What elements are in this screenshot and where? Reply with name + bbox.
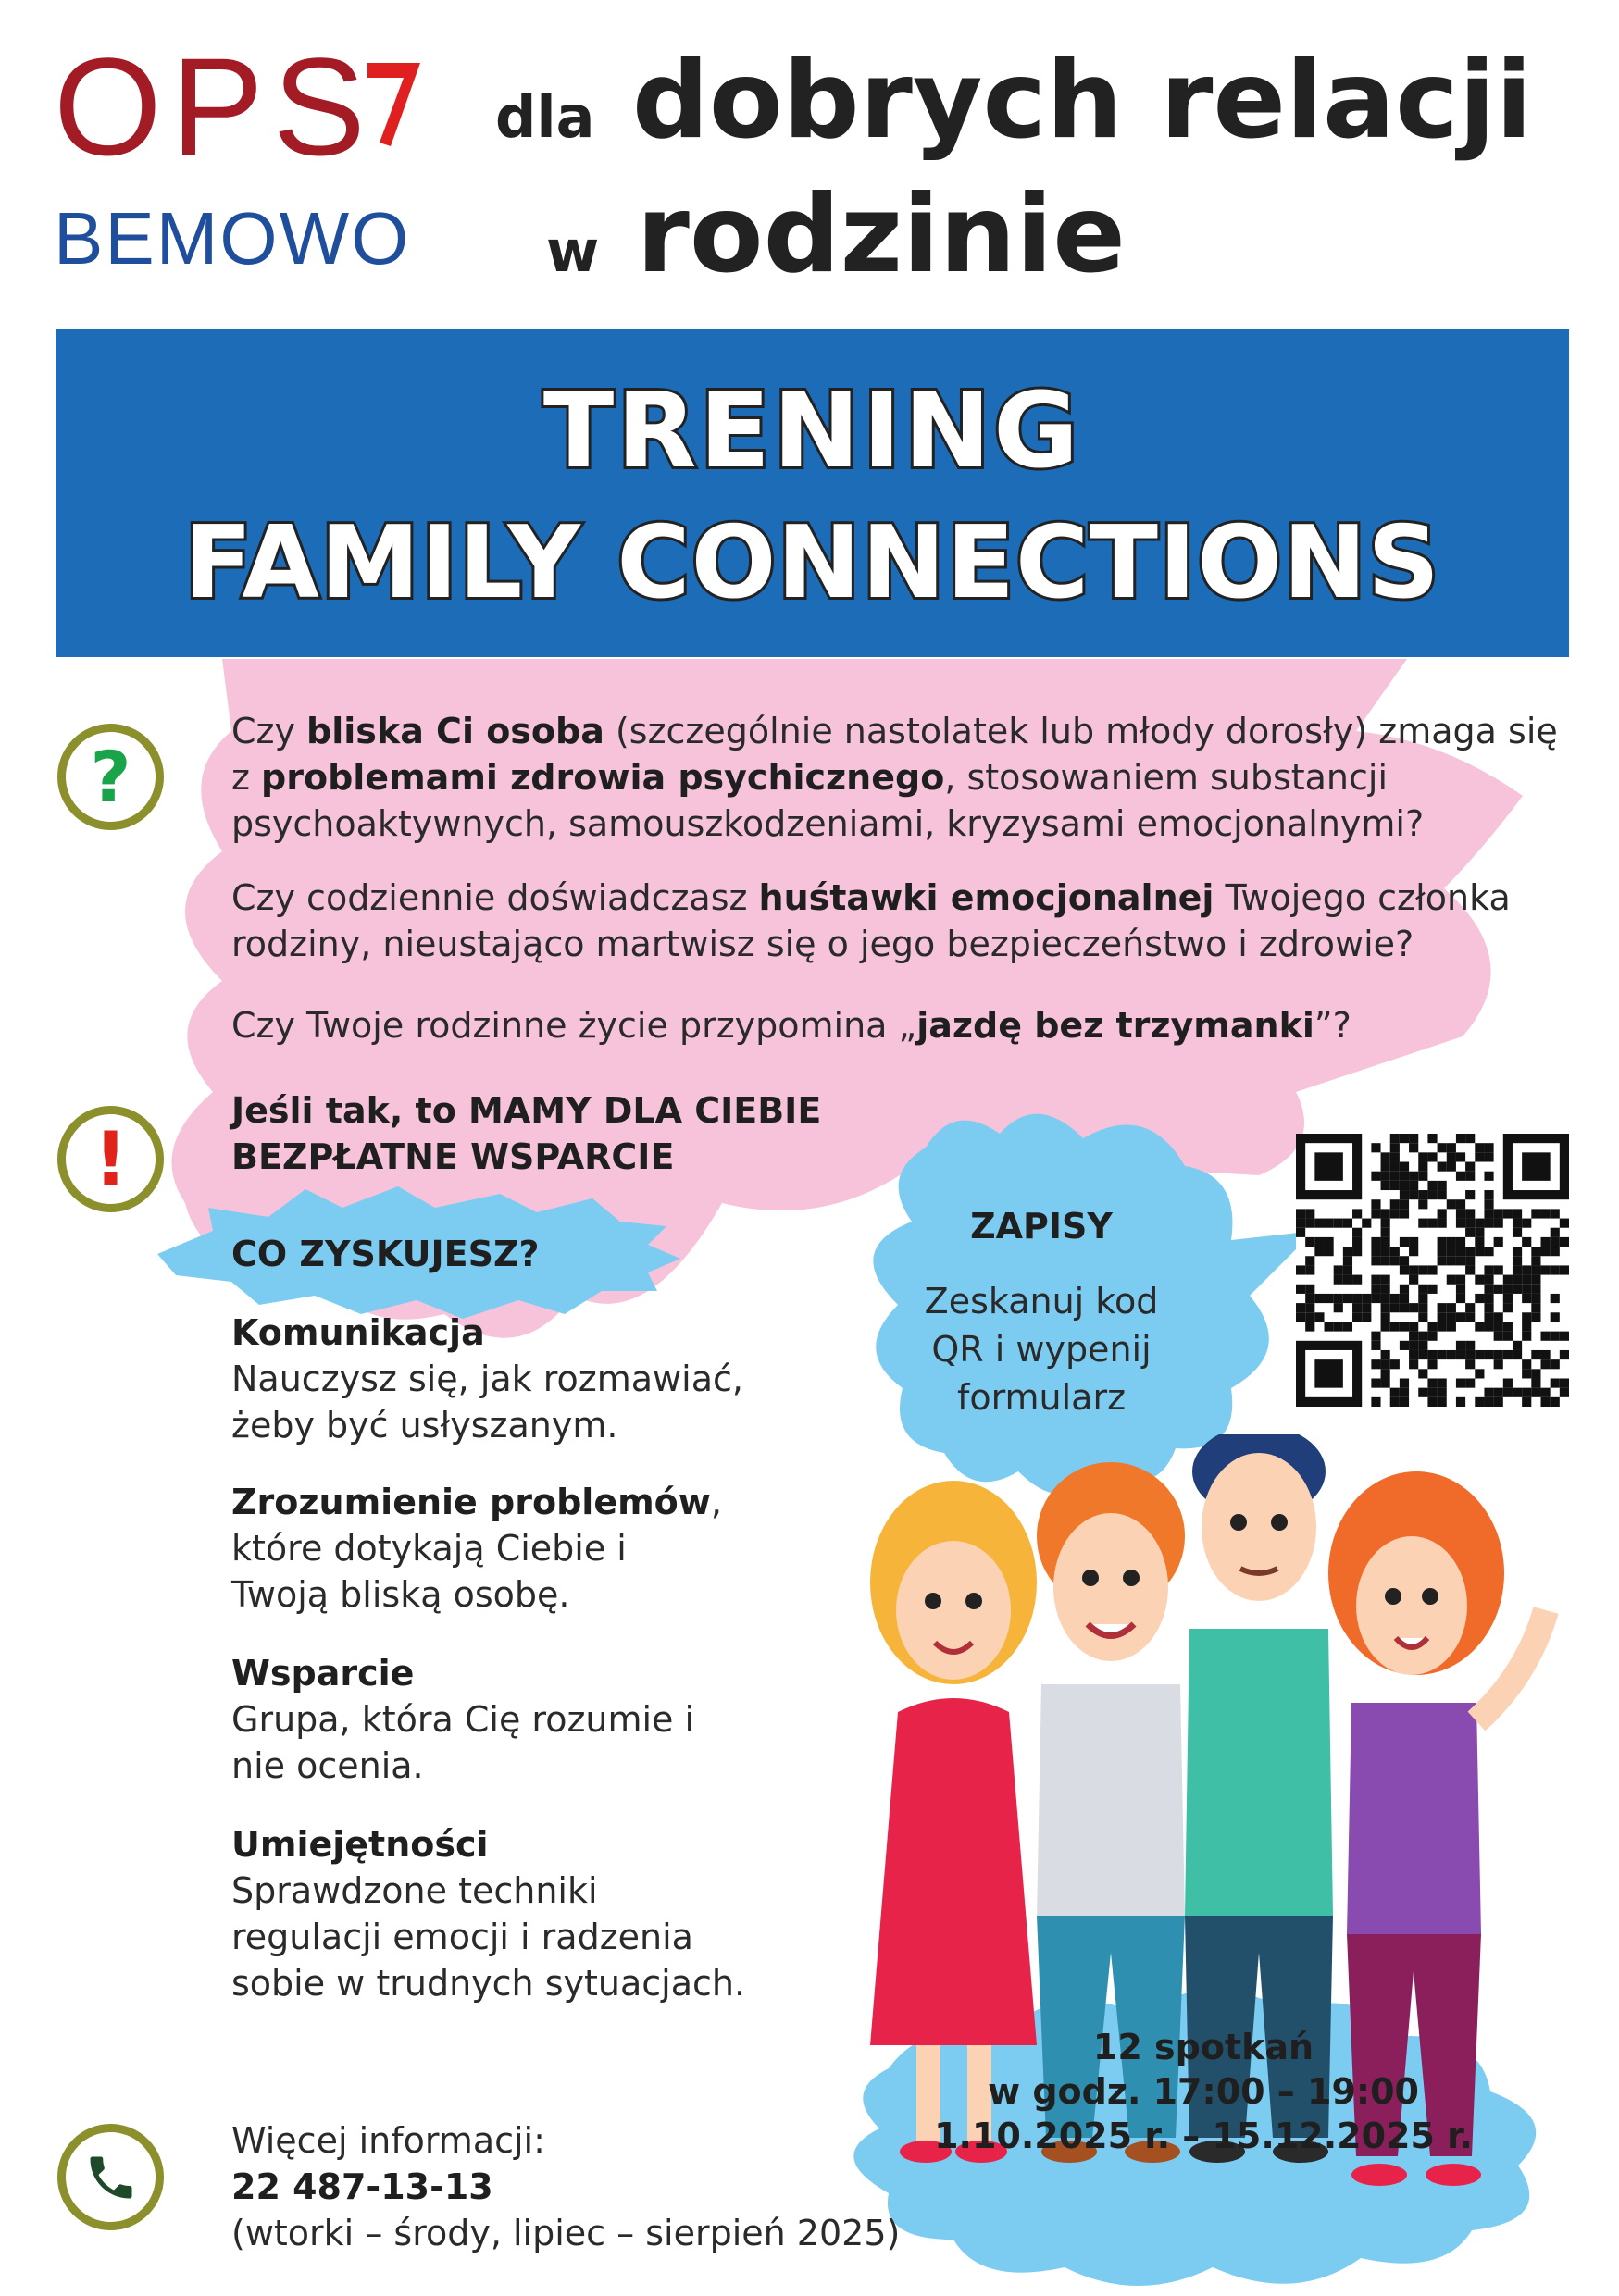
logo-mark-icon — [363, 54, 428, 155]
exclamation-icon: ! — [57, 1106, 164, 1212]
benefit-support: Wsparcie Grupa, która Cię rozumie i nie ocenia. — [231, 1653, 695, 1786]
qr-code[interactable] — [1296, 1134, 1569, 1407]
question-mark-icon: ? — [57, 724, 164, 830]
banner-line1: TRENING — [542, 371, 1082, 491]
contact-info: Więcej informacji: 22 487-13-13 (wtorki – środy, lipiec – sierpień 2025) — [231, 2120, 901, 2253]
benefit-understanding: Zrozumienie problemów, które dotykają Ciebie i Twoją bliską osobę. — [231, 1482, 722, 1615]
banner-line2: FAMILY CONNECTIONS — [183, 505, 1441, 621]
gains-heading: CO ZYSKUJESZ? — [231, 1234, 540, 1274]
phone-number[interactable]: 22 487-13-13 — [231, 2166, 493, 2207]
phone-icon — [57, 2124, 164, 2230]
free-support-offer: Jeśli tak, to MAMY DLA CIEBIE BEZPŁATNE WSPARCIE — [231, 1090, 822, 1177]
signup-box: ZAPISY Zeskanuj kod QR i wypenij formularz — [924, 1206, 1159, 1418]
page-title-line2: w rodzinie — [546, 172, 1126, 297]
schedule-box: 12 spotkań w godz. 17:00 – 19:00 1.10.2025 r. – 15.12.2025 r. — [934, 2027, 1473, 2156]
question-3: Czy Twoje rodzinne życie przypomina „jazdę bez trzymanki”? — [231, 1005, 1351, 1046]
question-2: Czy codziennie doświadczasz huśtawki emocjonalnej Twojego członka rodziny, nieustająco martwisz się o jego bezpieczeństwo i zdrowie? — [231, 877, 1511, 964]
title-banner — [56, 329, 1569, 657]
benefit-skills: Umiejętności Sprawdzone techniki regulacji emocji i radzenia sobie w trudnych sytuacjach. — [231, 1824, 746, 2004]
benefit-communication: Komunikacja Nauczysz się, jak rozmawiać, żeby być usłyszanym. — [231, 1312, 743, 1446]
logo-ops: OPS — [54, 29, 375, 184]
question-1: Czy bliska Ci osoba (szczególnie nastolatek lub młody dorosły) zmaga się z problemami zdrowia psychicznego, stosowaniem substancji psychoaktywnych, samouszkodzeniami, kryzysami emocjonalnymi? — [231, 711, 1558, 844]
page-title-line1: dla dobrych relacji — [495, 38, 1533, 163]
logo-bemowo: BEMOWO — [54, 197, 411, 279]
